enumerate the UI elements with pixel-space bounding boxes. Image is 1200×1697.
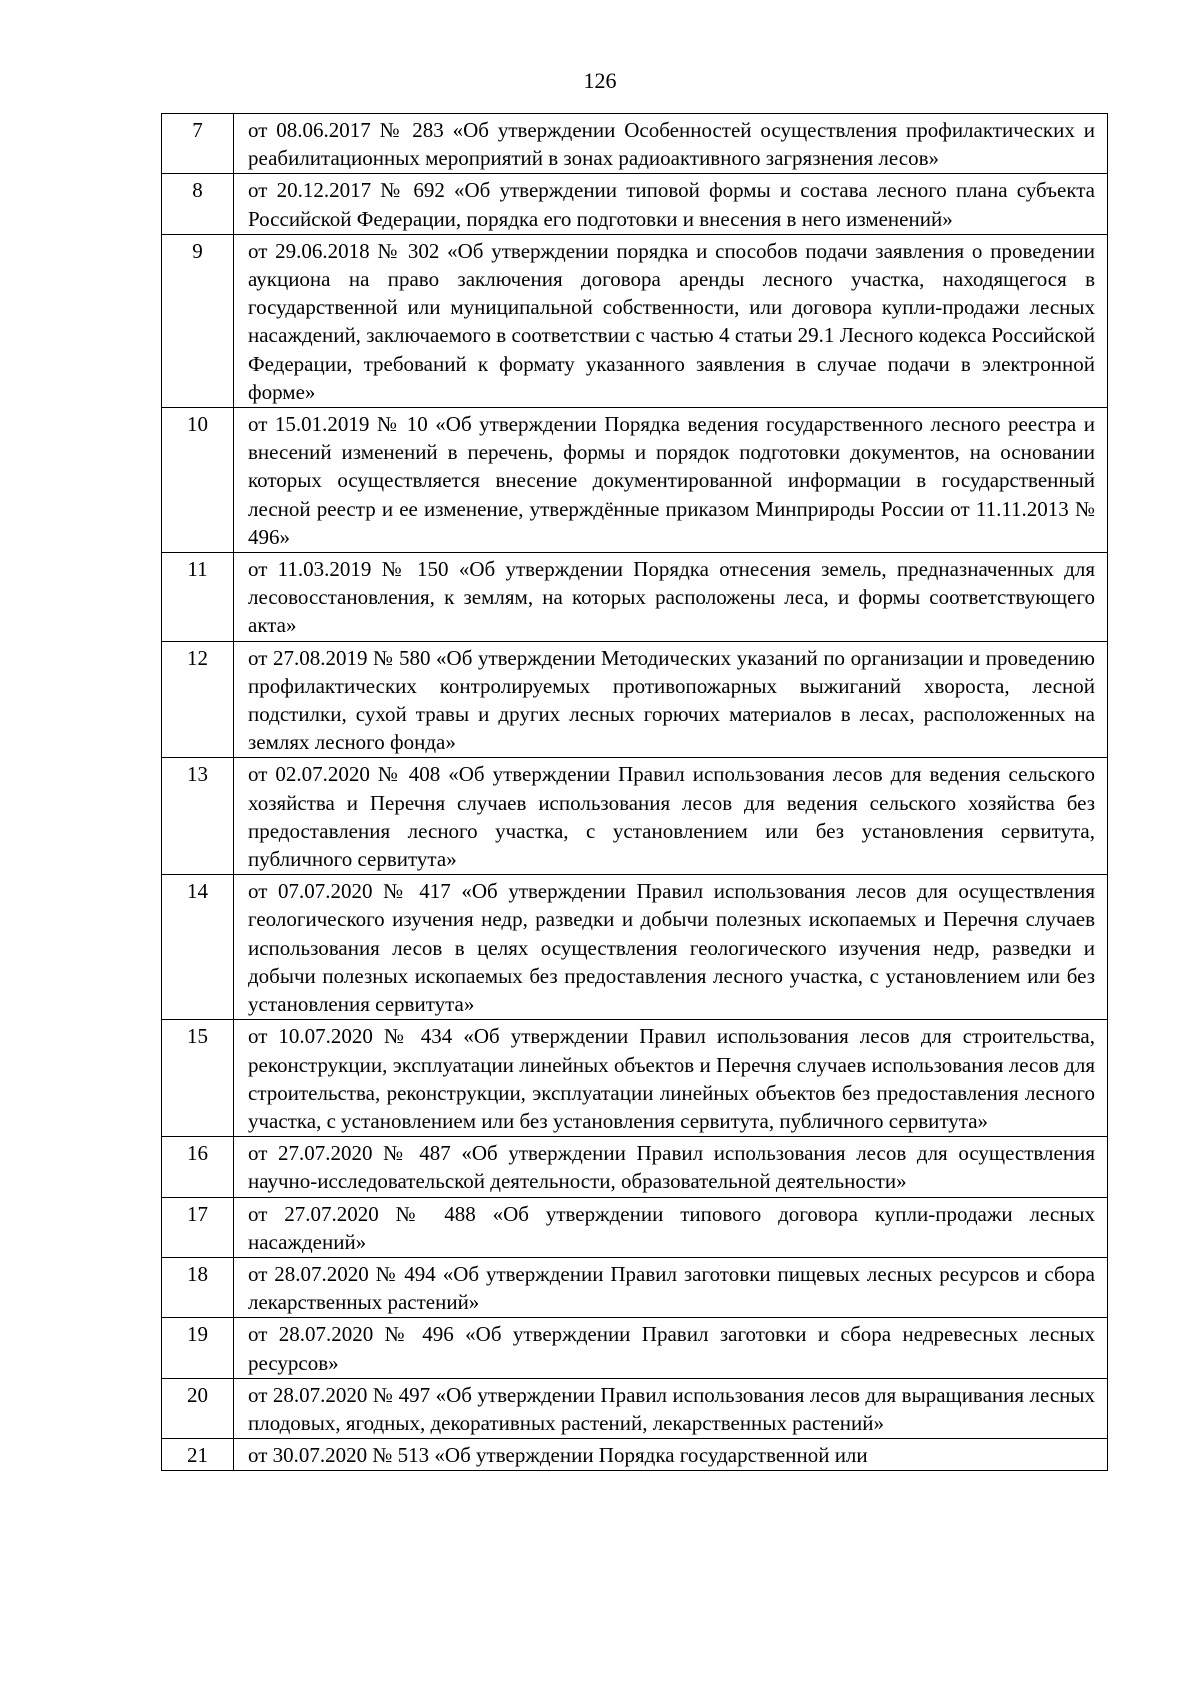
table-row bbox=[162, 1257, 1108, 1317]
row-number: 15 bbox=[162, 1020, 234, 1137]
table-row bbox=[162, 174, 1108, 234]
row-number: 16 bbox=[162, 1137, 234, 1197]
table-row bbox=[162, 1197, 1108, 1257]
table-row bbox=[162, 1318, 1108, 1378]
row-number: 21 bbox=[162, 1439, 234, 1471]
row-number: 19 bbox=[162, 1318, 234, 1378]
row-number: 9 bbox=[162, 234, 234, 407]
table-row bbox=[162, 1020, 1108, 1137]
row-text: от 02.07.2020 № 408 «Об утверждении Правил использования лесов для ведения сельского хозяйства и Перечня случаев использования лесов для ведения сельского хозяйства без предоставления лесного участка, с установлением или без установления сервитута, публичного сервитута» bbox=[234, 758, 1108, 875]
table-row bbox=[162, 1378, 1108, 1438]
row-number: 12 bbox=[162, 641, 234, 758]
row-text: от 30.07.2020 № 513 «Об утверждении Порядка государственной или bbox=[234, 1439, 1108, 1471]
row-number: 10 bbox=[162, 408, 234, 553]
row-text: от 29.06.2018 № 302 «Об утверждении порядка и способов подачи заявления о проведении аукциона на право заключения договора аренды лесного участка, находящегося в государственной или муниципальной собственности, или договора купли-продажи лесных насаждений, заключаемого в соответствии с частью 4 статьи 29.1 Лесного кодекса Российской Федерации, требований к формату указанного заявления в случае подачи в электронной форме» bbox=[234, 234, 1108, 407]
table-row bbox=[162, 641, 1108, 758]
regulations-table bbox=[161, 113, 1108, 1471]
row-text: от 27.07.2020 № 488 «Об утверждении типового договора купли-продажи лесных насаждений» bbox=[234, 1197, 1108, 1257]
row-text: от 10.07.2020 № 434 «Об утверждении Правил использования лесов для строительства, реконструкции, эксплуатации линейных объектов и Перечня случаев использования лесов для строительства, реконструкции, эксплуатации линейных объектов без предоставления лесного участка, с установлением или без установления сервитута, публичного сервитута» bbox=[234, 1020, 1108, 1137]
row-text: от 28.07.2020 № 496 «Об утверждении Правил заготовки и сбора недревесных лесных ресурсов» bbox=[234, 1318, 1108, 1378]
table-row bbox=[162, 1439, 1108, 1471]
row-text: от 27.07.2020 № 487 «Об утверждении Правил использования лесов для осуществления научно-исследовательской деятельности, образовательной деятельности» bbox=[234, 1137, 1108, 1197]
row-text: от 15.01.2019 № 10 «Об утверждении Порядка ведения государственного лесного реестра и внесений изменений в перечень, формы и порядок подготовки документов, на основании которых осуществляется внесение документированной информации в государственный лесной реестр и ее изменение, утверждённые приказом Минприроды России от 11.11.2013 № 496» bbox=[234, 408, 1108, 553]
row-number: 8 bbox=[162, 174, 234, 234]
row-number: 11 bbox=[162, 553, 234, 642]
table-row bbox=[162, 234, 1108, 407]
page-number: 126 bbox=[583, 68, 617, 93]
row-number: 20 bbox=[162, 1378, 234, 1438]
table-row bbox=[162, 408, 1108, 553]
row-number: 13 bbox=[162, 758, 234, 875]
row-text: от 08.06.2017 № 283 «Об утверждении Особенностей осуществления профилактических и реабилитационных мероприятий в зонах радиоактивного загрязнения лесов» bbox=[234, 114, 1108, 174]
row-number: 18 bbox=[162, 1257, 234, 1317]
row-text: от 07.07.2020 № 417 «Об утверждении Правил использования лесов для осуществления геологического изучения недр, разведки и добычи полезных ископаемых и Перечня случаев использования лесов в целях осуществления геологического изучения недр, разведки и добычи полезных ископаемых без предоставления лесного участка, с установлением или без установления сервитута» bbox=[234, 875, 1108, 1020]
table-row bbox=[162, 114, 1108, 174]
table-row bbox=[162, 1137, 1108, 1197]
row-number: 17 bbox=[162, 1197, 234, 1257]
row-text: от 28.07.2020 № 494 «Об утверждении Правил заготовки пищевых лесных ресурсов и сбора лекарственных растений» bbox=[234, 1257, 1108, 1317]
row-text: от 27.08.2019 № 580 «Об утверждении Методических указаний по организации и проведению профилактических контролируемых противопожарных выжиганий хвороста, лесной подстилки, сухой травы и других лесных горючих материалов в лесах, расположенных на землях лесного фонда» bbox=[234, 641, 1108, 758]
table-row bbox=[162, 553, 1108, 642]
table-row bbox=[162, 758, 1108, 875]
table-row bbox=[162, 875, 1108, 1020]
row-number: 14 bbox=[162, 875, 234, 1020]
row-number: 7 bbox=[162, 114, 234, 174]
row-text: от 11.03.2019 № 150 «Об утверждении Порядка отнесения земель, предназначенных для лесовосстановления, к землям, на которых расположены леса, и формы соответствующего акта» bbox=[234, 553, 1108, 642]
row-text: от 28.07.2020 № 497 «Об утверждении Правил использования лесов для выращивания лесных плодовых, ягодных, декоративных растений, лекарственных растений» bbox=[234, 1378, 1108, 1438]
row-text: от 20.12.2017 № 692 «Об утверждении типовой формы и состава лесного плана субъекта Российской Федерации, порядка его подготовки и внесения в него изменений» bbox=[234, 174, 1108, 234]
